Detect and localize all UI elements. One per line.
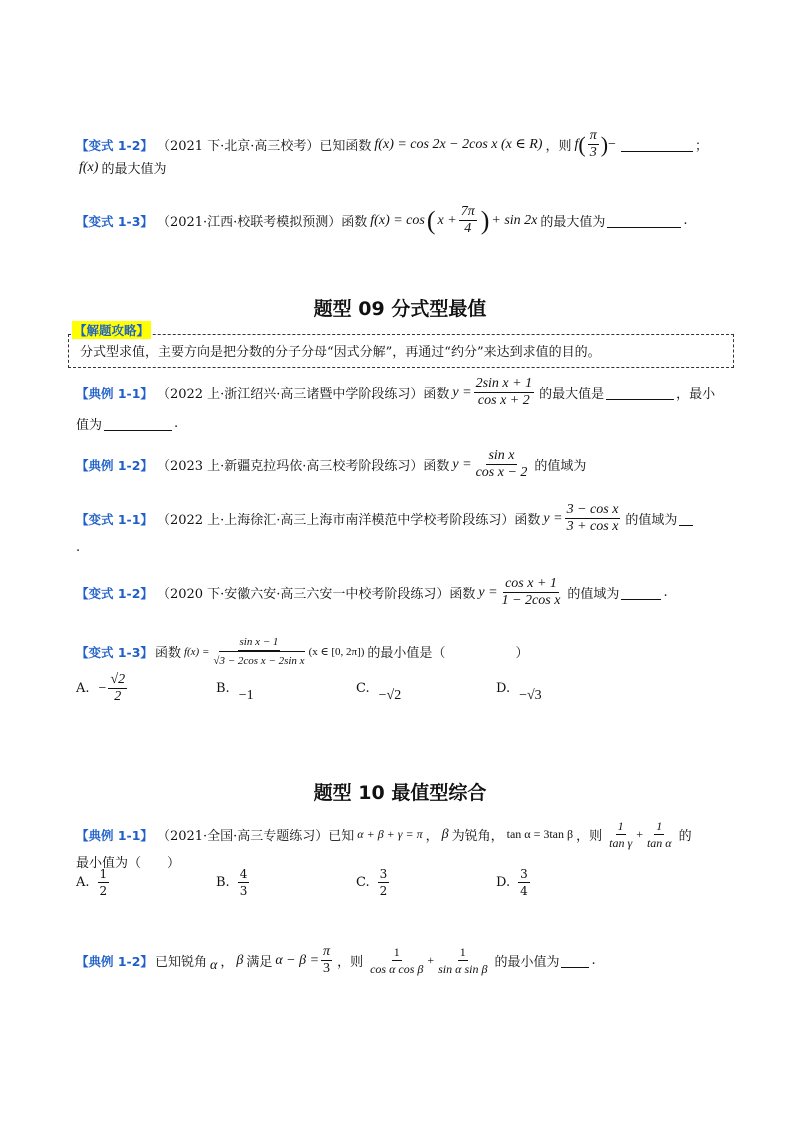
option-d: D. $\frac{3}{4}$ bbox=[496, 867, 528, 898]
answer-blank bbox=[621, 137, 693, 152]
question-source: （2021·江西·校联考模拟预测）函数 bbox=[156, 215, 368, 230]
condition-formula: α + β + γ = π bbox=[357, 827, 423, 841]
function-formula: f(x) = sin x − 1 √ 3 − 2cos x − 2sin x (x ∈ [0, 2π]) bbox=[183, 636, 365, 667]
option-c: C. −√2 bbox=[356, 681, 402, 703]
text-range: 的值域为 bbox=[534, 459, 587, 474]
answer-blank bbox=[607, 213, 681, 228]
question-tag: 【典例 1-2】 bbox=[76, 457, 153, 473]
option-d-value: −√3 bbox=[519, 687, 542, 703]
ex10-1-1-options bbox=[76, 866, 636, 899]
strategy-title: 【解题攻略】 bbox=[74, 323, 150, 338]
question-tag: 【典例 1-1】 bbox=[76, 385, 153, 401]
text-period: . bbox=[591, 953, 596, 968]
strategy-text: 分式型求值，主要方向是把分数的分子分母“因式分解”，再通过“约分”来达到求值的目的。 bbox=[80, 345, 601, 360]
text-semicolon: ； bbox=[694, 139, 708, 154]
text-max: 的最大值为 bbox=[101, 162, 167, 177]
variant-1-3-options bbox=[76, 672, 636, 705]
text-min: 的最小值为 bbox=[494, 955, 560, 970]
text-min: 最小值为（ ） bbox=[76, 856, 181, 871]
text-comma: ， bbox=[220, 955, 234, 970]
text-lead: 已知锐角 bbox=[154, 955, 207, 970]
variant-1-3 bbox=[76, 634, 528, 669]
option-a: A. − $\frac{√2}{2}$ bbox=[76, 672, 216, 705]
function-formula: f(x) = cos 2x − 2cos x (x ∈ R) bbox=[374, 137, 543, 152]
tan-formula: tan α = 3tan β bbox=[506, 827, 574, 841]
variant-1-2 bbox=[76, 576, 668, 609]
text-close: ） bbox=[515, 646, 529, 661]
text-max: 的最大值为 bbox=[540, 215, 606, 230]
text-satisfy: 满足 bbox=[246, 955, 273, 970]
fx-symbol: f(x) bbox=[79, 159, 99, 175]
condition-formula: α − β = $\frac{\pi}{3}$ bbox=[275, 944, 331, 976]
question-tag: 【变式 1-2】 bbox=[76, 137, 153, 153]
text-max: 的最大值是 bbox=[539, 387, 605, 402]
option-d: D. −√3 bbox=[496, 681, 542, 703]
answer-blank bbox=[561, 953, 589, 968]
text-then: ，则 bbox=[337, 955, 364, 970]
question-variant-1-3-top bbox=[76, 204, 688, 237]
text-period: . bbox=[663, 585, 668, 600]
option-c: C. $\frac{3}{2}$ bbox=[356, 867, 388, 898]
text-period: . bbox=[76, 540, 81, 555]
question-variant-1-2-line2 bbox=[76, 158, 166, 177]
question-source: （2021 下·北京·高三校考）已知函数 bbox=[156, 139, 372, 154]
text-range: 的值域为 bbox=[625, 513, 678, 528]
alpha-symbol: α bbox=[209, 957, 218, 973]
option-c-value: −√2 bbox=[378, 687, 402, 703]
section-heading-09: 题型 09 分式型最值 bbox=[313, 298, 487, 320]
question-source: （2021·全国·高三专题练习）已知 bbox=[156, 829, 355, 844]
text-then: ，则 bbox=[545, 139, 572, 154]
text-value: 值为 bbox=[76, 418, 103, 433]
answer-blank bbox=[606, 385, 674, 400]
example-1-1-line2 bbox=[76, 414, 178, 433]
question-source: （2022 上·浙江绍兴·高三诸暨中学阶段练习）函数 bbox=[156, 387, 450, 402]
beta-symbol: β bbox=[236, 952, 244, 968]
function-formula: y = $\frac{\text{cos x + 1}}{\text{1 − 2cos x}}$ bbox=[478, 576, 561, 608]
question-source: （2023 上·新疆克拉玛依·高三校考阶段练习）函数 bbox=[156, 459, 450, 474]
option-a-value: − $\frac{√2}{2}$ bbox=[98, 672, 126, 704]
target-expression: $\frac{1}{\text{cos α cos β}}$ + $\frac{1}{\text{sin α sin β}}$ bbox=[370, 945, 488, 976]
ex10-1-2 bbox=[76, 944, 596, 977]
question-source: （2022 上·上海徐汇·高三上海市南洋模范中学校考阶段练习）函数 bbox=[156, 513, 541, 528]
text-de: 的 bbox=[678, 829, 692, 844]
ex10-1-1 bbox=[76, 818, 692, 851]
text-acute: 为锐角， bbox=[451, 829, 504, 844]
answer-blank bbox=[621, 585, 661, 600]
function-formula: y = $\frac{\text{2sin x + 1}}{\text{cos x + 2}}$ bbox=[452, 376, 533, 408]
text-min: 的最小值是（ bbox=[367, 646, 446, 661]
text-period: . bbox=[683, 213, 688, 228]
question-tag: 【典例 1-1】 bbox=[76, 827, 153, 843]
text-period: . bbox=[174, 416, 179, 431]
example-1-1 bbox=[76, 376, 715, 409]
function-formula: y = $\frac{\text{3 − cos x}}{\text{3 + cos x}}$ bbox=[543, 502, 619, 534]
option-b: B. $\frac{4}{3}$ bbox=[216, 867, 248, 898]
option-a: A. $\frac{1}{2}$ bbox=[76, 867, 108, 898]
question-tag: 【变式 1-3】 bbox=[76, 213, 153, 229]
text-then: ，则 bbox=[576, 829, 603, 844]
variant-1-1 bbox=[76, 502, 695, 535]
question-tag: 【变式 1-2】 bbox=[76, 585, 153, 601]
question-tag: 【变式 1-3】 bbox=[76, 644, 153, 660]
example-1-2 bbox=[76, 448, 586, 481]
target-expression: $\frac{1}{\text{tan γ}}$ + $\frac{1}{\text{tan α}}$ bbox=[609, 819, 672, 850]
question-tag: 【变式 1-1】 bbox=[76, 511, 153, 527]
beta-symbol: β bbox=[441, 826, 449, 842]
option-b: B. −1 bbox=[216, 681, 254, 703]
text-comma: ， bbox=[425, 829, 439, 844]
section-heading-10: 题型 10 最值型综合 bbox=[313, 782, 487, 804]
function-formula: f(x) = cos ( x + $\frac{7\pi}{4}$ ) + sin 2x bbox=[370, 204, 538, 236]
question-source: （2020 下·安徽六安·高三六安一中校考阶段练习）函数 bbox=[156, 587, 476, 602]
f-arg: f ( $\frac{\pi}{3}$ ) − bbox=[574, 128, 616, 160]
answer-blank bbox=[679, 511, 693, 526]
question-variant-1-2-top bbox=[76, 128, 708, 161]
text-lead: 函数 bbox=[154, 646, 181, 661]
question-tag: 【典例 1-2】 bbox=[76, 953, 153, 969]
variant-1-1-line2 bbox=[76, 540, 80, 555]
text-range: 的值域为 bbox=[567, 587, 620, 602]
text-min: ，最小 bbox=[676, 387, 716, 402]
function-formula: y = $\frac{\text{sin x}}{\text{cos x − 2}}$ bbox=[452, 448, 528, 480]
answer-blank bbox=[104, 416, 172, 431]
option-b-value: −1 bbox=[238, 687, 254, 703]
